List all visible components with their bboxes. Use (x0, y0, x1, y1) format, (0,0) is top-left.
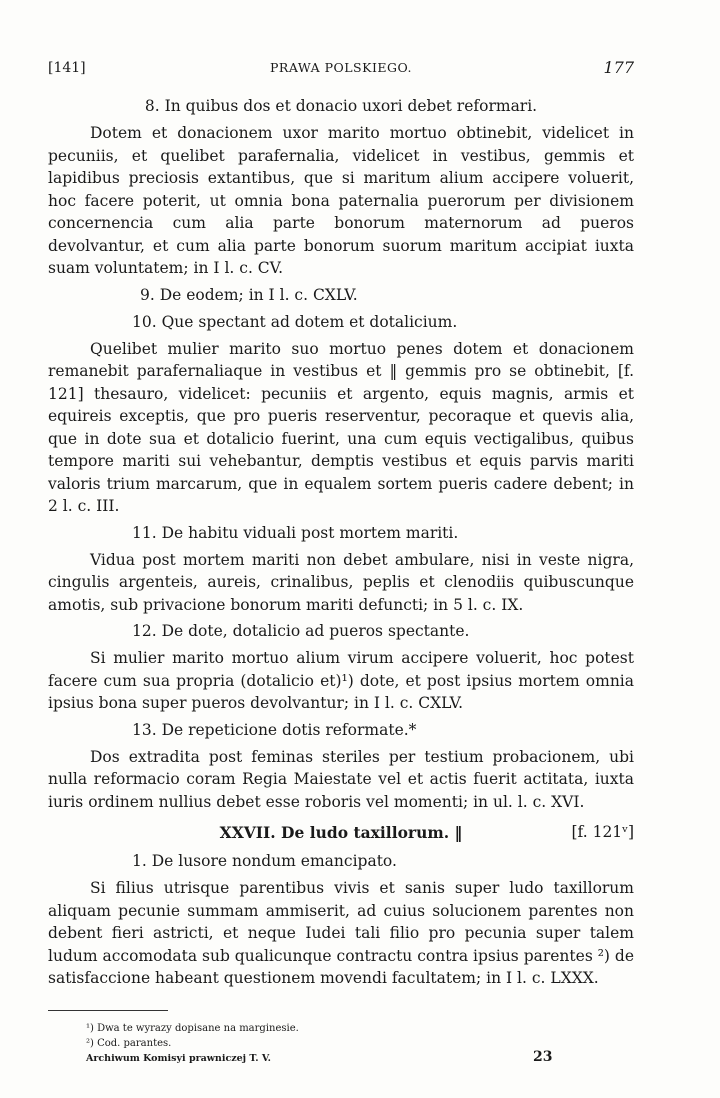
page-footer (48, 1048, 634, 1069)
section-heading: 1. De lusore nondum emancipato. (132, 852, 397, 870)
page-number: 177 (603, 58, 634, 77)
header-section-number: [141] (48, 60, 86, 76)
section-heading: 10. Que spectant ad dotem et dotalicium. (132, 312, 458, 331)
running-header (48, 58, 634, 82)
section-paragraph: Quelibet mulier marito suo mortuo penes dotem et donacionem remanebit parafernaliaque in vestibus et ‖ gemmis pro se obtinebit, [f. 121] thesauro, videlicet: pecuniis et argento, equis magnis, armis et equireis exceptis, que pro pueris reserventur, pecoraque et quevis alia, que in dote sua et dotalicio fuerint, una cum equis vectigalibus, quibus tempore mariti sui vehebantur, demptis vestibus et equis parvis mariti valoris trium marcarum, que in equalem sortem pueris cadere debent; in 2 l. c. III. (48, 339, 634, 515)
section-paragraph: Vidua post mortem mariti non debet ambulare, nisi in veste nigra, cingulis argenteis, aureis, crinalibus, peplis et clenodiis quibuscunque amotis, sub privacione bonorum mariti defuncti; in 5 l. c. IX. (48, 550, 634, 614)
section-heading: 9. De eodem; in I l. c. CXLV. (140, 285, 358, 304)
chapter-heading (48, 821, 634, 844)
signature-mark: 23 (533, 1048, 553, 1065)
section-heading: 12. De dote, dotalicio ad pueros spectante. (132, 622, 470, 640)
section-paragraph: Dos extradita post feminas steriles per testium probacionem, ubi nulla reformacio coram Regia Maiestate vel et actis fuerit actitata, iuxta iuris ordinem nullius debet esse roboris vel momenti; in ul. l. c. XVI. (48, 747, 634, 811)
archive-imprint: Archiwum Komisyi prawniczej T. V. (86, 1052, 271, 1064)
footnote-divider (48, 1010, 168, 1011)
footnote: ²) Cod. parantes. (86, 1037, 172, 1049)
folio-marker: [f. 121ᵛ] (571, 823, 634, 841)
section-heading: 11. De habitu viduali post mortem mariti. (132, 523, 459, 542)
chapter-title: XXVII. De ludo taxillorum. ‖ (219, 823, 463, 842)
footnote: ¹) Dwa te wyrazy dopisane na marginesie. (86, 1022, 299, 1034)
section-paragraph: Dotem et donacionem uxor marito mortuo obtinebit, videlicet in pecuniis, et quelibet parafernalia, videlicet in vestibus, gemmis et lapidibus preciosis extantibus, que si maritum alium accipere voluerit, hoc facere poterit, ut omnia bona paternalia puerorum per divisionem concernencia cum alia parte bonorum maternorum ad pueros devolvantur, et cum alia parte bonorum suorum maritum accipiat iuxta suam voluntatem; in I l. c. CV. (48, 124, 634, 277)
section-paragraph: Si filius utrisque parentibus vivis et sanis super ludo taxillorum aliquam pecunie summam ammiserit, ad cuius solucionem parentes non debent fieri astricti, et neque Iudei tali filio pro pecunia super talem ludum accomodata sub qualicunque contractu contra ipsius parentes ²) de satisfaccione habeant questionem movendi facultatem; in I l. c. LXXX. (48, 879, 634, 987)
section-heading: 8. In quibus dos et donacio uxori debet reformari. (144, 97, 538, 115)
header-title: PRAWA POLSKIEGO. (270, 60, 412, 75)
document-page (48, 58, 634, 1069)
section-heading: 13. De repeticione dotis reformate.* (132, 720, 417, 739)
section-paragraph: Si mulier marito mortuo alium virum accipere voluerit, hoc potest facere cum sua propria (dotalicio et)¹) dote, et post ipsius mortem omnia ipsius bona super pueros devolvantur; in I l. c. CXLV. (48, 649, 634, 712)
